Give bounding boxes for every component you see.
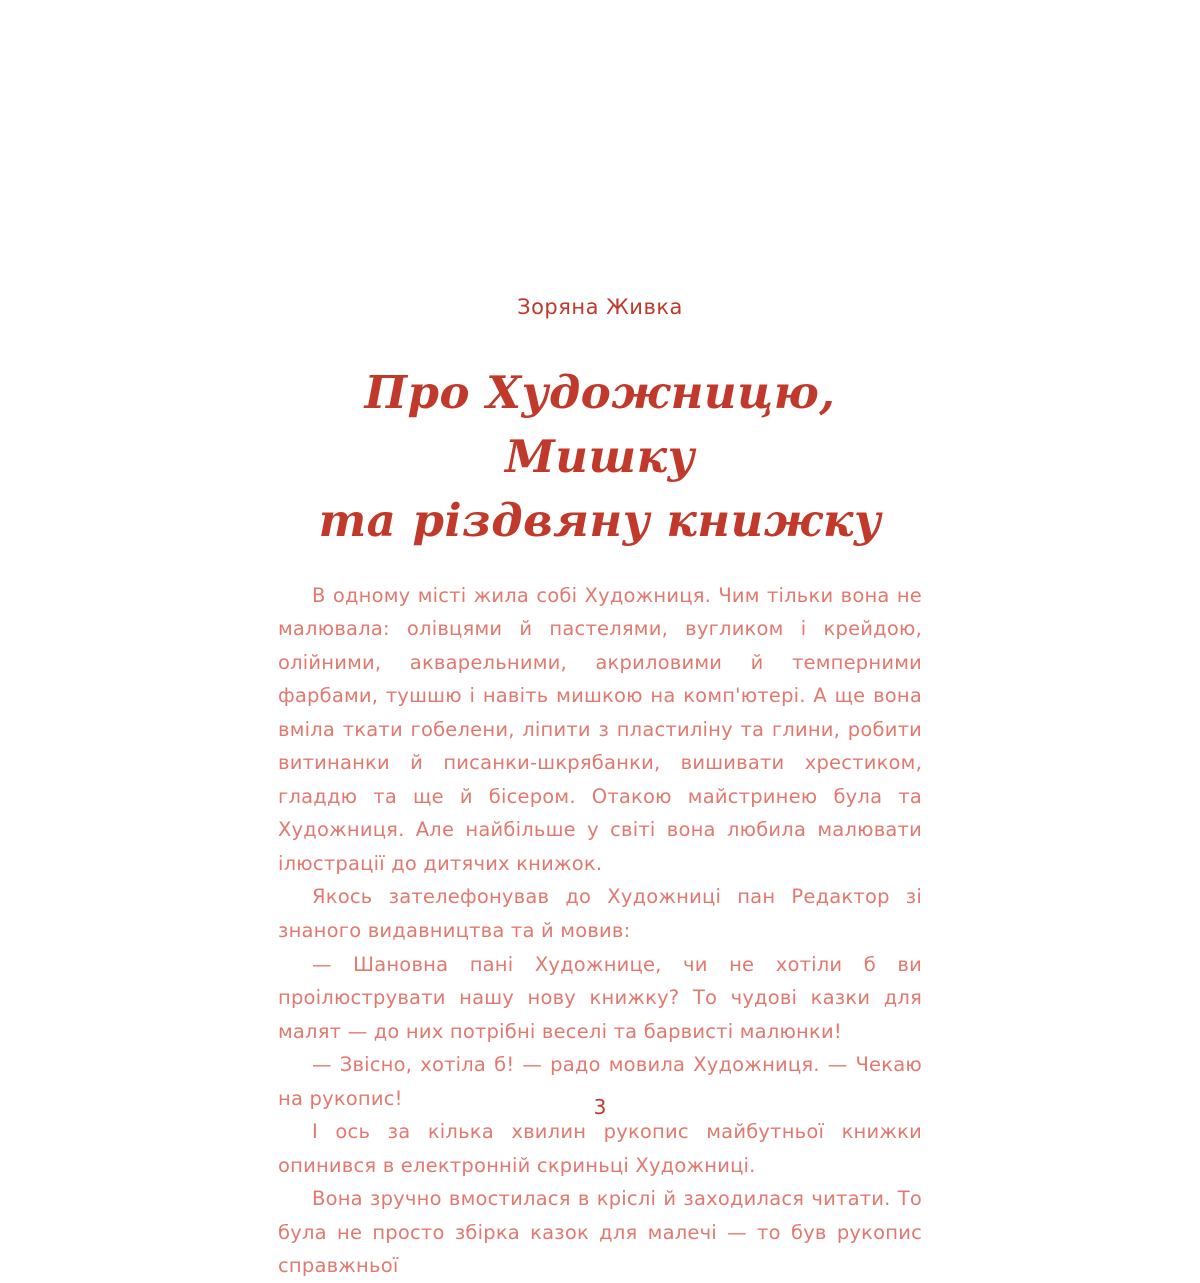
- title-line-2: та різдвяну книжку: [318, 493, 882, 547]
- paragraph: В одному місті жила собі Художниця. Чим тільки вона не малювала: олівцями й пастелями, вугликом і крейдою, олійними, акварельними, акриловими й темперними фарбами, тушшю і навіть мишкою на комп'ютері. А ще вона вміла ткати гобелени, ліпити з пластиліну та глини, робити витинанки й писанки-шкрябанки, вишивати хрестиком, гладдю та ще й бісером. Отакою майстринею була та Художниця. Але найбільше у світі вона любила малювати ілюстрації до дитячих книжок.: [278, 583, 922, 875]
- paragraph: — Шановна пані Художнице, чи не хотіли б ви проілюструвати нашу нову книжку? То чудові казки для малят — до них потрібні веселі та барвисті малюнки!: [278, 952, 922, 1043]
- paragraph: — Звісно, хотіла б! — радо мовила Художниця. — Чекаю на рукопис!: [278, 1053, 922, 1110]
- paragraph: Вона зручно вмостилася в кріслі й заходилася читати. То була не просто збірка казок для малечі — то був рукопис справжньої: [278, 1187, 922, 1278]
- page-title: [278, 361, 922, 553]
- paragraph: Якось зателефонував до Художниці пан Редактор зі знаного видавництва та й мовив:: [278, 885, 922, 942]
- author-name: Зоряна Живка: [517, 295, 683, 319]
- page-content: [278, 295, 922, 1283]
- page-number: 3: [593, 1095, 607, 1119]
- paragraph: І ось за кілька хвилин рукопис майбутньої книжки опинився в електронній скриньці Художниці.: [278, 1120, 922, 1177]
- title-line-1: Про Художницю, Мишку: [364, 366, 836, 483]
- body-text: [278, 579, 922, 1283]
